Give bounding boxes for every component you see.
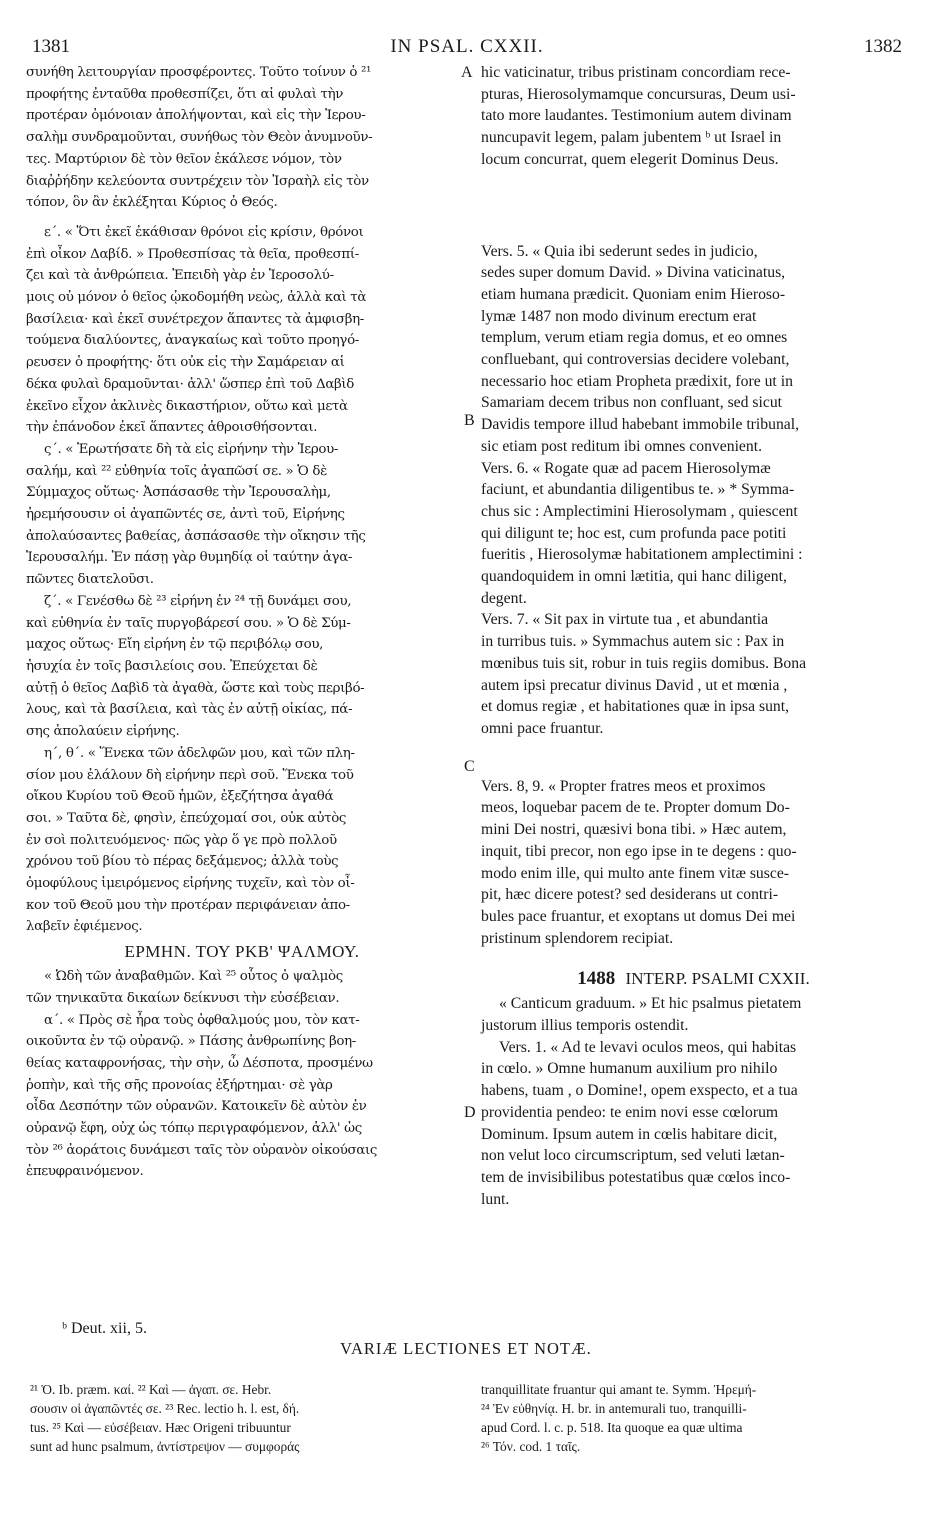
margin-marker-b: B <box>464 412 475 429</box>
note-line: tus. ²⁵ Καὶ — εὐσέβειαν. Hæc Origeni tribuuntur <box>30 1420 291 1435</box>
text-line: λαβεῖν ἐφιέμενος. <box>26 919 143 935</box>
text-line: ς΄. « Ἐρωτήσατε δὴ τὰ εἰς εἰρήνην τὴν Ἱερου- <box>44 441 339 457</box>
text-line: templum, verum etiam regia domus, et eo omnes <box>481 329 788 347</box>
text-line: « Canticum graduum. » Et hic psalmus pietatem <box>499 995 802 1013</box>
text-line: σαλὴμ συνδραμοῦνται, συνήθως τὸν Θεὸν ἀνυμνοῦν- <box>26 130 373 146</box>
text-line: inquit, tibi precor, non ego ipse in te degens : quo- <box>481 842 797 860</box>
text-line: quandoquidem in omni lætitia, qui hanc diligent, <box>481 568 787 586</box>
text-line: οικοῦντα ἐν τῷ οὐρανῷ. » Πάσης ἀνθρωπίνης βοη- <box>26 1034 356 1050</box>
text-line: τούμενα διαλύοντες, ἀναγκαίως καὶ τοῦτο προηγό- <box>26 333 359 349</box>
text-line: Dominum. Ipsum autem in cœlis habitare dicit, <box>481 1125 778 1143</box>
text-line: βασίλεια· καὶ ἐκεῖ συνέτρεχον ἅπαντες τὰ ἀμφισβη- <box>26 311 364 327</box>
text-line: ἠρεμήσουσιν οἱ ἀγαπῶντές σε, ἀντὶ τοῦ, Εἰρήνης <box>26 507 345 523</box>
text-line: hic vaticinatur, tribus pristinam concordiam rece- <box>481 64 791 81</box>
text-line: ἐπὶ οἶκον Δαβίδ. » Προθεσπίσας τὰ θεῖα, προθεσπί- <box>26 246 359 262</box>
text-line: pristinum splendorem recipiat. <box>481 929 674 947</box>
text-line: confluebant, qui controversias decidere volebant, <box>481 351 790 369</box>
text-line: χρόνου τοῦ βίου τὸ πέρας δεξάμενος; ἀλλὰ τοὺς <box>26 854 339 870</box>
latin-block-3 <box>481 458 906 610</box>
text-line: sedes super domum David. » Divina vaticinatus, <box>481 264 786 282</box>
margin-marker-a: A <box>461 64 473 81</box>
text-line: λους, καὶ τὰ βασίλεια, καὶ τὰς ἐν αὐτῇ οἰκίας, πά- <box>26 702 353 718</box>
text-line: ζ΄. « Γενέσθω δὲ ²³ εἰρήνη ἐν ²⁴ τῇ δυνάμει σου, <box>44 593 352 609</box>
text-line: pturas, Hierosolymamque concursuras, Deum usi- <box>481 85 796 103</box>
text-line: Vers. 5. « Quia ibi sederunt sedes in judicio, <box>481 242 758 260</box>
greek-block-5 <box>26 743 458 938</box>
text-line: ἐκεῖνο εἶχον ἀκλινὲς δικαστήριον, οὕτω καὶ μετὰ <box>26 398 348 414</box>
note-line: ²⁴ Ἐν εὐθηνίᾳ. H. br. in antemurali tuo, tranquilli- <box>481 1401 747 1416</box>
latin-column <box>481 62 906 1210</box>
text-line: α΄. « Πρὸς σὲ ἦρα τοὺς ὀφθαλμούς μου, τὸν κατ- <box>44 1012 360 1028</box>
text-line: συνήθη λειτουργίαν προσφέροντες. Τοῦτο τοίνυν ὁ ²¹ <box>26 65 372 80</box>
text-line: Σύμμαχος οὕτως· Ἀσπάσασθε τὴν Ἱερουσαλὴμ, <box>26 485 331 501</box>
text-line: etiam humana prædicit. Quoniam enim Hieroso- <box>481 285 786 303</box>
latin-block-2 <box>481 241 906 458</box>
text-line: σίον μου ἐλάλουν δὴ εἰρήνην περὶ σοῦ. Ἕνεκα τοῦ <box>26 767 354 783</box>
text-line: mœnibus tuis sit, robur in tuis regiis domibus. Bona <box>481 654 807 672</box>
text-line: τόπον, ὃν ἂν ἐκλέξηται Κύριος ὁ Θεός. <box>26 195 278 211</box>
text-line: « Ὠδὴ τῶν ἀναβαθμῶν. Καὶ ²⁵ οὗτος ὁ ψαλμὸς <box>44 969 343 985</box>
text-line: degent. <box>481 589 527 607</box>
text-line: Vers. 8, 9. « Propter fratres meos et proximos <box>481 777 766 795</box>
text-line: faciunt, et abundantia diligentibus te. » * Symma- <box>481 481 795 499</box>
text-line: διαῤῥήδην κελεύοντα συντρέχειν τὸν Ἰσραὴλ εἰς τὸν <box>26 173 369 189</box>
note-line: sunt ad hunc psalmum, ἀντίστρεψον — συμφοράς <box>30 1439 300 1454</box>
text-line: τὴν ἐπάνοδον ἐκεῖ ἅπαντες ἀθροισθήσονται. <box>26 420 318 436</box>
text-line: σης ἀπολαύειν εἰρήνης. <box>26 724 180 740</box>
note-line: ²⁶ Τόν. cod. 1 ταῖς. <box>481 1439 581 1454</box>
margin-marker-d: D <box>464 1104 476 1121</box>
text-line: nuncupavit legem, palam jubentem ᵇ ut Israel in <box>481 129 782 147</box>
notes-right <box>481 1380 906 1456</box>
notes-left <box>30 1380 456 1456</box>
page-number-right: 1382 <box>864 36 902 57</box>
latin-section-heading <box>481 965 906 993</box>
text-line: tem de invisibilibus potestatibus quæ cœlos inco- <box>481 1168 791 1186</box>
text-line: δέκα φυλαὶ δραμοῦνται· ἀλλ' ὥσπερ ἐπὶ τοῦ Δαβὶδ <box>26 376 355 392</box>
text-line: αὐτῇ ὁ θεῖος Δαβὶδ τὰ ἀγαθὰ, ὥστε καὶ τοὺς περιβό- <box>26 680 365 696</box>
text-line: τὸν ²⁶ ἀοράτοις δυνάμεσι ταῖς τὸν οὐρανὸν οἰκούσαις <box>26 1142 378 1158</box>
text-line: κον τοῦ Θεοῦ μου τὴν προτέραν περιφάνειαν ἀπο- <box>26 897 350 913</box>
footnote: ᵇ Deut. xii, 5. <box>62 1320 147 1337</box>
text-line: mini Dei nostri, quæsivi bona tibi. » Hæc autem, <box>481 821 787 839</box>
greek-block-1 <box>26 62 458 214</box>
text-line: pit, hæc dicere potest? sed desiderans ut contri- <box>481 886 779 904</box>
text-line: ρευσεν ὁ προφήτης· ὅτι οὐκ εἰς τὴν Σαμάρειαν αἱ <box>26 355 345 371</box>
text-line: μοις οὐ μόνον ὁ θεῖος ᾠκοδομήθη νεὼς, ἀλλὰ καὶ τὰ <box>26 290 367 306</box>
text-line: autem ipsi precatur divinus David , ut et mœnia , <box>481 676 788 694</box>
text-line: σοι. » Ταῦτα δὲ, φησὶν, ἐπεύχομαί σοι, οὐκ αὐτὸς <box>26 810 347 826</box>
text-line: in turribus tuis. » Symmachus autem sic : Pax in <box>481 633 785 651</box>
note-line: tranquillitate fruantur qui amant te. Symm. Ἠρεμή- <box>481 1382 757 1397</box>
text-line: lunt. <box>481 1190 510 1208</box>
text-line: ἀπολαύσαντες βαθείας, ἀσπάσασθε τὴν οἴκησιν τῆς <box>26 528 366 544</box>
running-title: IN PSAL. CXXII. <box>390 36 544 57</box>
text-line: θείας καταφρονήσας, τὴν σὴν, ὦ Δέσποτα, προσμένω <box>26 1055 373 1071</box>
note-line: σουσιν οἱ ἀγαπῶντές σε. ²³ Rec. lectio h. l. est, δή. <box>30 1401 300 1416</box>
text-line: et domus regiæ , et habitationes quæ in ipsa sunt, <box>481 698 790 716</box>
text-line: οἴκου Κυρίου τοῦ Θεοῦ ἡμῶν, ἐξεζήτησα ἀγαθά <box>26 789 334 805</box>
greek-block-2 <box>26 222 458 439</box>
greek-block-6 <box>26 966 458 1009</box>
margin-marker-c: C <box>464 758 475 775</box>
text-line: οὐρανῷ ἔφη, οὐχ ὡς τόπῳ περιγραφόμενον, ἀλλ' ὡς <box>26 1121 362 1137</box>
text-line: ἡσυχία ἐν τοῖς βασιλείοις σου. Ἐπεύχεται δὲ <box>26 658 318 674</box>
text-line: in cœlo. » Omne humanum auxilium pro nihilo <box>481 1060 778 1078</box>
text-line: Vers. 6. « Rogate quæ ad pacem Hierosolymæ <box>481 459 771 477</box>
text-line: τες. Μαρτύριον δὲ τὸν θεῖον ἐκάλεσε νόμον, τὸν <box>26 151 342 167</box>
text-line: σαλήμ, καὶ ²² εὐθηνία τοῖς ἀγαπῶσί σε. » Ὁ δὲ <box>26 463 327 479</box>
column-number: 1488 <box>577 968 616 990</box>
text-line: προτέραν ὁμόνοιαν ἀπολήψονται, καὶ εἰς τὴν Ἱερου- <box>26 108 366 124</box>
greek-block-3 <box>26 439 458 591</box>
text-line: chus sic : Amplectimini Hierosolymam , quiescent <box>481 502 798 520</box>
latin-block-1 <box>481 62 906 171</box>
greek-block-4 <box>26 591 458 743</box>
page-header <box>32 36 902 64</box>
text-line: tato more laudantes. Testimonium autem divinam <box>481 107 792 125</box>
text-line: τῶν τηνικαῦτα δικαίων δείκνυσι τὴν εὐσέβειαν. <box>26 990 340 1006</box>
text-line: lymæ 1487 non modo divinum erectum erat <box>481 307 757 325</box>
page-number-left: 1381 <box>32 36 70 57</box>
latin-block-7 <box>481 1037 906 1211</box>
text-line: habens, tuam , o Domine!, opem exspecto, et a tua <box>481 1082 798 1100</box>
latin-heading-text: INTERP. PSALMI CXXII. <box>625 969 810 989</box>
text-line: omni pace fruantur. <box>481 719 604 737</box>
text-line: qui diligunt te; hoc est, cum profunda pace potiti <box>481 524 787 542</box>
text-line: modo enim ille, qui multo ante finem vitæ susce- <box>481 864 790 882</box>
text-line: Davidis tempore illud habebant immobile tribunal, <box>481 416 800 434</box>
greek-block-7 <box>26 1010 458 1184</box>
text-line: ἐν σοὶ πολιτευόμενος· πῶς γὰρ ὅ γε πρὸ πολλοῦ <box>26 832 337 848</box>
text-line: bules pace fruantur, et exoptans ut domus Dei mei <box>481 907 796 925</box>
text-line: πῶντες διατελοῦσι. <box>26 572 154 588</box>
text-line: ε΄. « Ὅτι ἐκεῖ ἐκάθισαν θρόνοι εἰς κρίσιν, θρόνοι <box>44 224 364 240</box>
text-line: προφήτης ἐνταῦθα προθεσπίζει, ὅτι αἱ φυλαὶ τὴν <box>26 86 344 102</box>
greek-section-heading: ΕΡΜΗΝ. ΤΟΥ ΡΚΒ' ΨΑΛΜΟΥ. <box>124 942 360 962</box>
text-line: locum concurrat, quem elegerit Dominus Deus. <box>481 150 779 168</box>
greek-column <box>26 62 458 1183</box>
text-line: providentia pendeo: te enim novi esse cœlorum <box>481 1103 779 1121</box>
notes-title: VARIÆ LECTIONES ET NOTÆ. <box>340 1339 592 1358</box>
text-line: Vers. 1. « Ad te levavi oculos meos, qui habitas <box>499 1038 797 1056</box>
text-line: η΄, θ΄. « Ἕνεκα τῶν ἀδελφῶν μου, καὶ τῶν πλη- <box>44 745 355 761</box>
latin-block-4 <box>481 609 906 739</box>
text-line: μαχος οὕτως· Εἴη εἰρήνη ἐν τῷ περιβόλῳ σου, <box>26 637 324 653</box>
text-line: fueritis , Hierosolymæ habitationem amplectimini : <box>481 546 803 564</box>
text-line: necessario hoc etiam Propheta prædixit, fore ut in <box>481 372 793 390</box>
text-line: meos, loquebar pacem de te. Propter domum Do- <box>481 799 790 817</box>
text-line: Vers. 7. « Sit pax in virtute tua , et abundantia <box>481 611 769 629</box>
text-line: ἐπευφραινόμενον. <box>26 1164 144 1180</box>
latin-block-6 <box>481 993 906 1036</box>
text-line: Samariam decem tribus non confluant, sed sicut <box>481 394 783 412</box>
text-line: καὶ εὐθηνία ἐν ταῖς πυργοβάρεσί σου. » Ὁ δὲ Σύμ- <box>26 615 351 631</box>
latin-block-5 <box>481 776 906 950</box>
text-line: Ἱερουσαλήμ. Ἐν πάσῃ γὰρ θυμηδίᾳ οἱ ταύτην ἀγα- <box>26 550 353 566</box>
text-line: ῥοπὴν, καὶ τῆς σῆς προνοίας ἐξήρτημαι· σὲ γὰρ <box>26 1077 333 1093</box>
text-line: οἶδα Δεσπότην τῶν οὐρανῶν. Κατοικεῖν δὲ αὐτὸν ἐν <box>26 1099 367 1115</box>
note-line: ²¹ Ὁ. Ib. præm. καί. ²² Καὶ — ἀγαπ. σε. Hebr. <box>30 1382 272 1397</box>
text-line: non velut loco circumscriptum, sed veluti lætan- <box>481 1147 785 1165</box>
text-line: ὁμοφύλους ἱμειρόμενος εἰρήνης τυχεῖν, καὶ τὸν οἶ- <box>26 876 355 892</box>
text-line: justorum illius temporis ostendit. <box>481 1017 689 1035</box>
text-line: ζει καὶ τὰ ἀνθρώπεια. Ἐπειδὴ γὰρ ἐν Ἱεροσολύ- <box>26 268 334 284</box>
text-line: sic etiam post reditum ibi omnes convenient. <box>481 437 763 455</box>
note-line: apud Cord. l. c. p. 518. Ita quoque ea quæ ultima <box>481 1420 743 1435</box>
